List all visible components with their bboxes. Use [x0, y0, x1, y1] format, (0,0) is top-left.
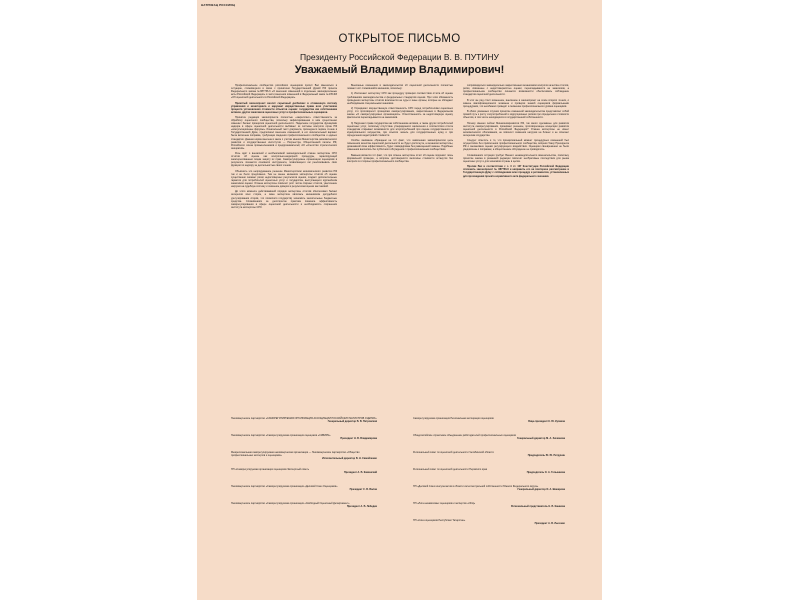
signatory-organization: Некоммерческое партнёрство «Саморегулируемая организация оценщиков «СИБИРЬ»: [231, 434, 331, 437]
text-column-1: [231, 84, 337, 402]
letter-paragraph: Следует отметить и то, что принципиальный момент процедурных изменений был осуществлён без привлечения профессионального сообщества, вопреки Указу Президента РФ о механизмах оценки регулирующего воздействия. Оценщики своевременно не были уведомлены о поправках, а общественное обсуждение не проводилось.: [463, 139, 569, 152]
signatory-person: Президент А. В. Каминский: [343, 471, 377, 474]
signatories-right: [413, 417, 565, 536]
signatory-entry: [413, 485, 565, 502]
letter-paragraph: Важным является тот факт, что при отмене экспертизы отчёт об оценке подлежит лишь формальной проверке, а вопросы достоверности величины стоимости останутся без контроля со стороны профессионального сообщества.: [347, 153, 453, 163]
letter-paragraph: Принятый законопроект вносит серьёзный дисбаланс в отлаженную систему управления и мониторинга и нарушает имущественные права всех участников процесса установления стоимости объектов оценки: государства как собственника активов, других заказчиков оценочных услуг и профессиональных оценщиков.: [231, 101, 337, 114]
signatory-entry: [231, 485, 377, 502]
signatories-left: [231, 417, 377, 519]
newspaper-page: [197, 0, 602, 600]
letter-paragraph: Просим Вас в соответствии с ч. 3 ст. 107 Конституции Российской Федерации отклонить законопроект № 887766-6 и направить его на повторное рассмотрение в Государственную Думу с соблюдением всех процедур и регламентов, установленных для прохождения проекта нормативного акта федерального значения.: [463, 165, 569, 178]
signatory-person: Президент С. В. Валов: [349, 488, 377, 491]
signatory-organization: НП «Саморегулируемая организация оценщиков Экспертный совет»: [231, 468, 310, 471]
letter-paragraph: Внесённые изменения в законодательство об оценочной деятельности полностью ломают этот сложившийся механизм, поскольку:: [347, 84, 453, 91]
signatory-person: Председатель О. А. Голышкова: [526, 471, 565, 474]
signatory-organization: Региональный совет по оценочной деятельности Челябинской области: [413, 451, 494, 454]
letter-paragraph: 3) Нарушают права государства как собственника активов, а также других потребителей оценочных услуг, поскольку отсутствие утверждённого заключения о соответствии отчёта стандартам открывает возможности для злоупотреблений при оценке государственного и муниципального имущества, при изъятии земель для государственных нужд и при определении кадастровой стоимости.: [347, 121, 453, 137]
signatory-organization: Региональный совет по оценочной деятельности Пермского края: [413, 468, 488, 471]
signatory-person: Генеральный директор В. В. Петровская: [327, 420, 377, 423]
letter-recipient: Президенту Российской Федерации В. В. ПУТИНУ: [300, 52, 499, 62]
letter-paragraph: В этот же ряд стоит изменение, внесённое в законопроект на этапе второго чтения, о замене квалификационного экзамена и проверки знаний оценщиков формальными процедурами, что неизбежно приведёт к снижению профессионального уровня оценщиков.: [463, 98, 569, 108]
signatory-entry: [413, 519, 565, 536]
signatory-entry: [413, 468, 565, 485]
signatory-entry: [413, 434, 565, 451]
signatory-organization: Некоммерческое партнёрство «Саморегулируемая организация «Деловой Союз Оценщиков»: [231, 485, 338, 488]
signatory-entry: [231, 502, 377, 519]
letter-paragraph: Особое внимание обращаем на тот факт, что заявленная законопроектом цель повышения качества оценочной деятельности не будет достигнута, а механизм экспертизы, доказавший свою эффективность, будет ликвидирован без равноценной замены. Подобные изменения вносились без публичного обсуждения с профессиональным сообществом.: [347, 139, 453, 152]
letter-paragraph: 1) Исключают экспертизу СРО как процедуру проверки соответствия отчёта об оценке требованиям законодательства и федеральных стандартов оценки. При этом обязанность проведения экспертизы отчётов возлагается на суды и иные органы, которые не обладают необходимыми специальными знаниями.: [347, 92, 453, 105]
signatory-person: Генеральный директор М. А. Зюзюкова: [517, 437, 565, 440]
signatory-person: Президент Н. В. Владимирова: [340, 437, 377, 440]
signatory-entry: [231, 451, 377, 468]
signatory-entry: [231, 417, 377, 434]
signatory-organization: НП «Союз оценщиков Республики Татарстан»: [413, 519, 466, 522]
newspaper-masthead-label: НАТРИКАЦ РОССИЯЦ: [201, 3, 235, 7]
letter-paragraph: Принятие редакции законопроекта полностью «закрепляет» ответственность за обработку оценочного сообщества, поскольку зафиксированная в нём существенно изменяет баланс принципов оценочной деятельности. Наделение государства функциями надзора в сфере оценочной деятельности выбивает из системы контроля орган РФ «консультационные форумы». Изначальный текст документа, прошедшего первое чтение в Государственной Думе, предполагал внесение изменений, в его окончательный вариант была включена поправка, требующая сведения профессионального сообщества о единых стандартах. Данная норма внесена в закон с учётом мнения Министерства экономического развития и государственных институтов — Росреестра, Общественной палаты РФ, Российского союза промышленников и предпринимателей, АО «Агентство стратегических инициатив».: [231, 116, 337, 150]
signatory-person: Президент А. В. Лысенко: [534, 522, 565, 525]
letter-paragraph: Почему именно сейчас Минэкономразвития РФ, так много сделавшее для развития института саморегулирования, принимает решение, противоречащее концепции развития оценочной деятельности в Российской Федерации? Отмена экспертизы не имеет экономического обоснования, не повлечёт снижения нагрузки на бизнес и не отвечает интересам государства.: [463, 121, 569, 137]
letter-paragraph: В обоих указанных случаях принятие изменений законодательства представляет собой прямой путь к росту злоупотреблений и коррупционных рисков при определении стоимости объектов, в том числе находящихся в государственной собственности.: [463, 110, 569, 120]
signatory-entry: [231, 468, 377, 485]
letter-paragraph: Профессиональное сообщество российских оценщиков просит Вас вмешаться в ситуацию, сложившуюся в связи с принятием Государственной Думой РФ проекта Федерального закона №887766-6 «О внесении изменений в отдельные законодательные акты Российской Федерации» в части внесения изменений в Федеральный закон №135-ФЗ «Об оценочной деятельности в Российской Федерации».: [231, 84, 337, 100]
signatory-entry: [413, 502, 565, 519]
signatory-organization: НП «Деловой Союз консультантов в области интеллектуальной собственности Южного Федерального округа»: [413, 485, 539, 488]
text-column-2: [347, 84, 453, 402]
letter-greeting: Уважаемый Владимир Владимирович!: [294, 64, 505, 76]
signatory-person: Генеральный директор И. А. Шакирова: [517, 488, 565, 491]
signatory-entry: [231, 434, 377, 451]
signatory-organization: НП «Лига независимых оценщиков и экспертов «ОКЦ»: [413, 502, 476, 505]
text-column-3: [463, 84, 569, 402]
signatory-person: Вице-президент К. Ю. Кулаков: [528, 420, 565, 423]
signatory-organization: Некоммерческое партнёрство «Саморегулируемая организация «Свободный Оценочный Департамент»: [231, 502, 350, 505]
letter-paragraph: 2) Упраздняют имущественную ответственность СРО перед потребителями оценочных услуг, что противоречит принципам саморегулирования, закреплённым в Федеральном законе «О саморегулируемых организациях». Ответственность за недостоверную оценку фактически перекладывается на заказчиков.: [347, 107, 453, 120]
signatory-person: Председатель Ю. Ю. Петрунин: [527, 454, 565, 457]
signatory-organization: Межрегиональная саморегулируемая некоммерческая организация — Некоммерческое партнёрство «Общество профессиональных экспертов и оценщиков»: [231, 451, 360, 457]
signatory-organization: Общероссийское отраслевое объединение работодателей профессиональных оценщиков: [413, 434, 516, 437]
signatory-organization: Некоммерческое партнёрство «САМОРЕГУЛИРУЕМАЯ ОРГАНИЗАЦИЯ АССОЦИАЦИИ РОССИЙСКИХ МАГИСТРОВ ОЦЕНКИ»: [231, 417, 377, 420]
signatory-organization: Саморегулируемая организация Региональная ассоциация оценщиков: [413, 417, 494, 420]
letter-paragraph: Объяснить это непродуманное решение Министерством экономического развития РФ так и не было предложено. Тем не менее механизм экспертизы отчётов об оценке существенно снижает риски недостоверных результатов оценки, создаёт дополнительные гарантии для потребителей оценочных услуг и государства, выступающего крупнейшим заказчиком оценки. Отмена экспертизы повлечёт рост числа спорных отчётов, увеличение нагрузки на судебную систему и снижение доверия к результатам оценки как таковой.: [231, 169, 337, 188]
letter-paragraph: Речь идёт о внезапной и необъяснимой законодательной отмене экспертизы СРО отчётов об оценке как контрольно-надзорной процедуры, гарантирующей заинтересованным лицам защиту их прав. Саморегулируемые организации оценщиков в результате лишаются основного инструмента, позволяющего им реализовывать свои функции по надзору за деятельностью своих членов.: [231, 152, 337, 168]
letter-paragraph: сопровождаться законодательно закреплённым механизмом контроля качества отчётов, риски, связанные с недостоверностью оценки, перекладываются на заказчиков, а профессиональное сообщество лишается возможности обеспечивать соблюдение стандартов оценочной деятельности.: [463, 84, 569, 97]
signatory-entry: [413, 417, 565, 434]
signatory-person: Исполнительный директор В. Н. Самойленко: [322, 457, 377, 460]
letter-paragraph: Сложившаяся ситуация требует Вашего незамедлительного вмешательства, поскольку принятие закона в указанной редакции повлечёт необратимые последствия для рынка оценочных услуг и для экономики страны в целом.: [463, 153, 569, 163]
signatory-person: Региональный представитель Е. В. Кашкова: [510, 505, 565, 508]
letter-paragraph: До этого момента действовавший порядок экспертизы отчётов обеспечивал баланс интересов всех сторон, а сама экспертиза являлась механизмом досудебного урегулирования споров, что позволяло государству экономить значительные бюджетные средства. Сложившаяся за десятилетие практика показала эффективность саморегулирования в сфере оценочной деятельности и необходимость сохранения института экспертизы СРО.: [231, 190, 337, 209]
signatory-entry: [413, 451, 565, 468]
letter-title: ОТКРЫТОЕ ПИСЬМО: [338, 33, 461, 45]
signatory-person: Президент А. В. Лебедев: [346, 505, 377, 508]
